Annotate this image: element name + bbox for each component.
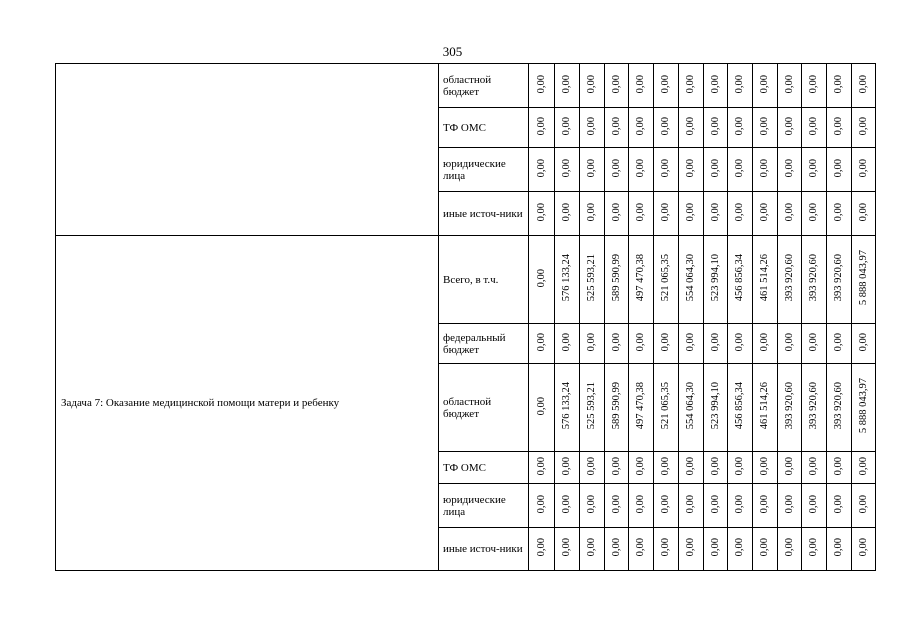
- value-text: 0,00: [734, 538, 745, 557]
- value-cell: [704, 108, 728, 148]
- value-text: 0,00: [833, 332, 844, 352]
- value-cell: [580, 236, 605, 324]
- value-text: 0,00: [783, 202, 795, 222]
- funding-source: областной бюджет: [439, 364, 529, 452]
- value-cell: [778, 452, 802, 484]
- value-cell: [529, 324, 555, 364]
- value-text: 0,00: [833, 456, 844, 476]
- value-cell: [629, 484, 654, 528]
- value-text: 0,00: [685, 202, 696, 222]
- value-text: 0,00: [586, 456, 597, 476]
- value-cell: [605, 192, 629, 236]
- value-cell: [852, 236, 876, 324]
- value-text: 589 590,99: [610, 254, 622, 302]
- value-text: 0,00: [685, 116, 696, 136]
- value-text: 0,00: [783, 456, 795, 476]
- value-text: 0,00: [610, 494, 622, 514]
- value-text: 0,00: [857, 158, 869, 178]
- value-text: 0,00: [808, 74, 819, 94]
- value-text: 0,00: [808, 202, 819, 222]
- value-cell: [580, 108, 605, 148]
- value-text: 497 470,38: [635, 382, 646, 430]
- task-label: [56, 64, 439, 236]
- value-cell: [704, 236, 728, 324]
- value-cell: [802, 364, 827, 452]
- value-text: 0,00: [857, 494, 869, 514]
- funding-source: юридические лица: [439, 148, 529, 192]
- value-cell: [753, 108, 778, 148]
- value-cell: [778, 236, 802, 324]
- table-row: [56, 236, 876, 324]
- value-text: 525 593,21: [586, 382, 597, 430]
- value-cell: [802, 324, 827, 364]
- value-text: 554 064,30: [685, 254, 696, 302]
- value-text: 0,00: [734, 332, 745, 352]
- value-text: 0,00: [734, 116, 745, 136]
- value-cell: [753, 484, 778, 528]
- value-cell: [605, 452, 629, 484]
- value-text: 0,00: [610, 74, 622, 94]
- value-text: 589 590,99: [610, 382, 622, 430]
- value-text: 0,00: [635, 116, 646, 136]
- funding-source: федеральный бюджет: [439, 324, 529, 364]
- funding-source: юридические лица: [439, 484, 529, 528]
- value-text: 0,00: [734, 74, 745, 94]
- table-body: [56, 64, 876, 571]
- value-cell: [679, 148, 704, 192]
- value-text: 0,00: [586, 74, 597, 94]
- value-cell: [728, 148, 753, 192]
- value-cell: [852, 192, 876, 236]
- value-cell: [753, 148, 778, 192]
- value-cell: [802, 484, 827, 528]
- value-text: 523 994,10: [709, 254, 721, 302]
- value-text: 0,00: [635, 158, 646, 178]
- value-text: 0,00: [833, 494, 844, 514]
- value-text: 0,00: [685, 158, 696, 178]
- value-text: 0,00: [635, 494, 646, 514]
- value-cell: [629, 108, 654, 148]
- value-cell: [728, 192, 753, 236]
- value-text: 497 470,38: [635, 254, 646, 302]
- value-cell: [580, 452, 605, 484]
- value-cell: [529, 192, 555, 236]
- value-text: 0,00: [808, 538, 819, 557]
- value-text: 0,00: [759, 494, 770, 514]
- value-cell: [654, 324, 679, 364]
- funding-source: областной бюджет: [439, 64, 529, 108]
- value-text: 0,00: [783, 116, 795, 136]
- value-cell: [753, 528, 778, 571]
- value-cell: [827, 528, 852, 571]
- value-text: 0,00: [734, 158, 745, 178]
- value-text: 525 593,21: [586, 254, 597, 302]
- value-text: 0,00: [734, 494, 745, 514]
- value-cell: [704, 484, 728, 528]
- value-text: 554 064,30: [685, 382, 696, 430]
- value-text: 0,00: [709, 202, 721, 222]
- value-text: 0,00: [857, 332, 869, 352]
- value-cell: [529, 64, 555, 108]
- value-cell: [580, 148, 605, 192]
- value-cell: [654, 484, 679, 528]
- value-text: 521 065,35: [660, 382, 671, 430]
- value-text: 0,00: [833, 538, 844, 557]
- value-text: 0,00: [535, 116, 547, 136]
- value-text: 0,00: [709, 494, 721, 514]
- value-cell: [679, 484, 704, 528]
- value-text: 0,00: [709, 116, 721, 136]
- value-text: 0,00: [610, 456, 622, 476]
- value-text: 456 856,34: [734, 382, 745, 430]
- value-text: 0,00: [660, 538, 671, 557]
- value-text: 0,00: [660, 202, 671, 222]
- value-cell: [580, 364, 605, 452]
- value-cell: [529, 452, 555, 484]
- value-cell: [728, 452, 753, 484]
- value-cell: [753, 452, 778, 484]
- task-label: Задача 7: Оказание медицинской помощи матери и ребенку: [56, 236, 439, 571]
- value-cell: [654, 236, 679, 324]
- value-text: 393 920,60: [783, 254, 795, 302]
- value-cell: [654, 192, 679, 236]
- value-cell: [605, 364, 629, 452]
- value-cell: [852, 528, 876, 571]
- value-cell: [654, 364, 679, 452]
- value-cell: [827, 364, 852, 452]
- value-text: 393 920,60: [833, 382, 844, 430]
- value-cell: [852, 64, 876, 108]
- value-cell: [852, 148, 876, 192]
- value-cell: [753, 324, 778, 364]
- value-cell: [753, 236, 778, 324]
- value-text: 0,00: [685, 332, 696, 352]
- value-cell: [555, 484, 580, 528]
- value-text: 0,00: [561, 202, 572, 222]
- value-text: 456 856,34: [734, 254, 745, 302]
- value-text: 393 920,60: [808, 254, 819, 302]
- value-cell: [728, 64, 753, 108]
- value-text: 0,00: [561, 332, 572, 352]
- value-cell: [704, 528, 728, 571]
- value-text: 0,00: [660, 116, 671, 136]
- value-cell: [778, 484, 802, 528]
- value-text: 0,00: [660, 456, 671, 476]
- value-text: 0,00: [535, 332, 547, 352]
- value-cell: [529, 484, 555, 528]
- value-text: 0,00: [586, 538, 597, 557]
- value-cell: [778, 528, 802, 571]
- value-text: 0,00: [660, 158, 671, 178]
- value-cell: [679, 64, 704, 108]
- value-text: 0,00: [759, 332, 770, 352]
- value-cell: [728, 528, 753, 571]
- value-text: 0,00: [833, 158, 844, 178]
- value-cell: [679, 324, 704, 364]
- value-text: 393 920,60: [808, 382, 819, 430]
- value-cell: [654, 148, 679, 192]
- value-text: 521 065,35: [660, 254, 671, 302]
- value-text: 0,00: [561, 74, 572, 94]
- value-cell: [629, 364, 654, 452]
- value-cell: [827, 452, 852, 484]
- value-text: 0,00: [709, 74, 721, 94]
- value-text: 0,00: [709, 332, 721, 352]
- value-text: 393 920,60: [783, 382, 795, 430]
- value-text: 0,00: [635, 332, 646, 352]
- value-cell: [753, 192, 778, 236]
- value-text: 576 133,24: [561, 254, 572, 302]
- value-text: 0,00: [610, 332, 622, 352]
- value-text: 0,00: [783, 158, 795, 178]
- value-text: 0,00: [535, 396, 547, 416]
- value-cell: [778, 324, 802, 364]
- value-text: 0,00: [610, 202, 622, 222]
- value-text: 0,00: [808, 456, 819, 476]
- value-cell: [605, 324, 629, 364]
- value-text: 0,00: [535, 538, 547, 557]
- value-cell: [852, 108, 876, 148]
- value-text: 0,00: [610, 538, 622, 557]
- value-text: 0,00: [734, 456, 745, 476]
- value-text: 0,00: [561, 116, 572, 136]
- value-cell: [778, 364, 802, 452]
- value-cell: [778, 192, 802, 236]
- value-cell: [654, 108, 679, 148]
- value-text: 0,00: [535, 494, 547, 514]
- value-cell: [580, 528, 605, 571]
- value-text: 0,00: [561, 158, 572, 178]
- value-text: 0,00: [610, 158, 622, 178]
- value-cell: [555, 192, 580, 236]
- value-text: 0,00: [561, 538, 572, 557]
- value-text: 0,00: [857, 202, 869, 222]
- budget-table: [55, 63, 876, 571]
- value-cell: [827, 324, 852, 364]
- value-text: 393 920,60: [833, 254, 844, 302]
- value-text: 0,00: [808, 158, 819, 178]
- value-cell: [728, 324, 753, 364]
- value-cell: [778, 64, 802, 108]
- value-text: 576 133,24: [561, 382, 572, 430]
- value-text: 0,00: [535, 202, 547, 222]
- value-cell: [654, 64, 679, 108]
- value-cell: [704, 148, 728, 192]
- value-cell: [605, 484, 629, 528]
- value-text: 0,00: [535, 268, 547, 288]
- value-cell: [704, 64, 728, 108]
- value-cell: [802, 192, 827, 236]
- value-cell: [728, 364, 753, 452]
- value-text: 0,00: [660, 332, 671, 352]
- value-cell: [629, 148, 654, 192]
- value-cell: [629, 528, 654, 571]
- value-cell: [529, 108, 555, 148]
- value-cell: [654, 452, 679, 484]
- value-cell: [753, 364, 778, 452]
- value-cell: [827, 148, 852, 192]
- value-text: 0,00: [535, 456, 547, 476]
- value-cell: [654, 528, 679, 571]
- value-text: 461 514,26: [759, 382, 770, 430]
- value-cell: [827, 236, 852, 324]
- funding-source: Всего, в т.ч.: [439, 236, 529, 324]
- value-text: 0,00: [709, 538, 721, 557]
- value-cell: [555, 236, 580, 324]
- value-text: 0,00: [635, 74, 646, 94]
- value-cell: [629, 192, 654, 236]
- funding-source: ТФ ОМС: [439, 452, 529, 484]
- value-text: 0,00: [610, 116, 622, 136]
- value-cell: [778, 148, 802, 192]
- value-cell: [580, 324, 605, 364]
- funding-source: ТФ ОМС: [439, 108, 529, 148]
- value-text: 0,00: [808, 494, 819, 514]
- value-text: 0,00: [759, 538, 770, 557]
- value-cell: [555, 528, 580, 571]
- value-cell: [555, 452, 580, 484]
- value-text: 0,00: [660, 74, 671, 94]
- value-cell: [852, 364, 876, 452]
- value-cell: [629, 452, 654, 484]
- value-text: 0,00: [783, 494, 795, 514]
- value-cell: [605, 108, 629, 148]
- value-cell: [605, 64, 629, 108]
- value-text: 0,00: [833, 116, 844, 136]
- value-text: 0,00: [759, 74, 770, 94]
- value-cell: [802, 64, 827, 108]
- value-cell: [802, 108, 827, 148]
- value-cell: [753, 64, 778, 108]
- value-text: 0,00: [833, 74, 844, 94]
- value-cell: [555, 364, 580, 452]
- funding-source: иные источ-ники: [439, 192, 529, 236]
- table-row: [56, 64, 876, 108]
- value-text: 0,00: [685, 538, 696, 557]
- value-text: 0,00: [857, 116, 869, 136]
- value-text: 0,00: [561, 456, 572, 476]
- value-cell: [827, 108, 852, 148]
- value-cell: [802, 236, 827, 324]
- value-cell: [555, 324, 580, 364]
- value-text: 0,00: [709, 456, 721, 476]
- value-text: 0,00: [685, 456, 696, 476]
- value-text: 0,00: [759, 202, 770, 222]
- value-cell: [605, 236, 629, 324]
- value-cell: [852, 324, 876, 364]
- value-cell: [580, 192, 605, 236]
- value-cell: [529, 528, 555, 571]
- value-text: 523 994,10: [709, 382, 721, 430]
- value-text: 0,00: [709, 158, 721, 178]
- value-cell: [802, 452, 827, 484]
- value-text: 0,00: [857, 456, 869, 476]
- value-cell: [605, 528, 629, 571]
- value-text: 0,00: [685, 494, 696, 514]
- funding-source: иные источ-ники: [439, 528, 529, 571]
- value-text: 0,00: [535, 158, 547, 178]
- value-text: 0,00: [783, 74, 795, 94]
- value-cell: [629, 64, 654, 108]
- value-text: 0,00: [759, 456, 770, 476]
- value-text: 0,00: [808, 332, 819, 352]
- value-cell: [580, 484, 605, 528]
- value-text: 0,00: [783, 538, 795, 557]
- value-text: 0,00: [660, 494, 671, 514]
- value-cell: [529, 236, 555, 324]
- value-cell: [802, 148, 827, 192]
- value-cell: [605, 148, 629, 192]
- value-text: 0,00: [685, 74, 696, 94]
- value-cell: [827, 192, 852, 236]
- value-text: 0,00: [586, 494, 597, 514]
- value-cell: [704, 452, 728, 484]
- value-text: 0,00: [833, 202, 844, 222]
- value-cell: [728, 484, 753, 528]
- value-cell: [529, 364, 555, 452]
- value-text: 0,00: [783, 332, 795, 352]
- value-cell: [555, 108, 580, 148]
- value-cell: [852, 484, 876, 528]
- value-cell: [728, 236, 753, 324]
- value-text: 0,00: [808, 116, 819, 136]
- value-text: 0,00: [635, 202, 646, 222]
- value-text: 0,00: [535, 74, 547, 94]
- value-text: 0,00: [586, 332, 597, 352]
- value-text: 5 888 043,97: [857, 250, 869, 306]
- value-text: 0,00: [759, 116, 770, 136]
- value-cell: [555, 148, 580, 192]
- value-cell: [778, 108, 802, 148]
- value-cell: [529, 148, 555, 192]
- value-cell: [555, 64, 580, 108]
- value-cell: [827, 64, 852, 108]
- value-cell: [580, 64, 605, 108]
- value-cell: [679, 528, 704, 571]
- value-text: 0,00: [635, 456, 646, 476]
- value-text: 0,00: [586, 202, 597, 222]
- value-cell: [679, 108, 704, 148]
- value-text: 5 888 043,97: [857, 378, 869, 434]
- value-text: 0,00: [857, 74, 869, 94]
- value-text: 0,00: [635, 538, 646, 557]
- value-text: 0,00: [561, 494, 572, 514]
- value-text: 0,00: [857, 538, 869, 557]
- value-text: 461 514,26: [759, 254, 770, 302]
- value-text: 0,00: [586, 116, 597, 136]
- value-cell: [629, 236, 654, 324]
- value-text: 0,00: [734, 202, 745, 222]
- value-cell: [679, 236, 704, 324]
- value-cell: [802, 528, 827, 571]
- value-cell: [629, 324, 654, 364]
- value-cell: [852, 452, 876, 484]
- page-number: 305: [442, 44, 463, 59]
- value-cell: [704, 364, 728, 452]
- value-text: 0,00: [586, 158, 597, 178]
- value-cell: [728, 108, 753, 148]
- value-cell: [827, 484, 852, 528]
- value-cell: [679, 452, 704, 484]
- value-text: 0,00: [759, 158, 770, 178]
- value-cell: [679, 192, 704, 236]
- value-cell: [704, 324, 728, 364]
- value-cell: [679, 364, 704, 452]
- value-cell: [704, 192, 728, 236]
